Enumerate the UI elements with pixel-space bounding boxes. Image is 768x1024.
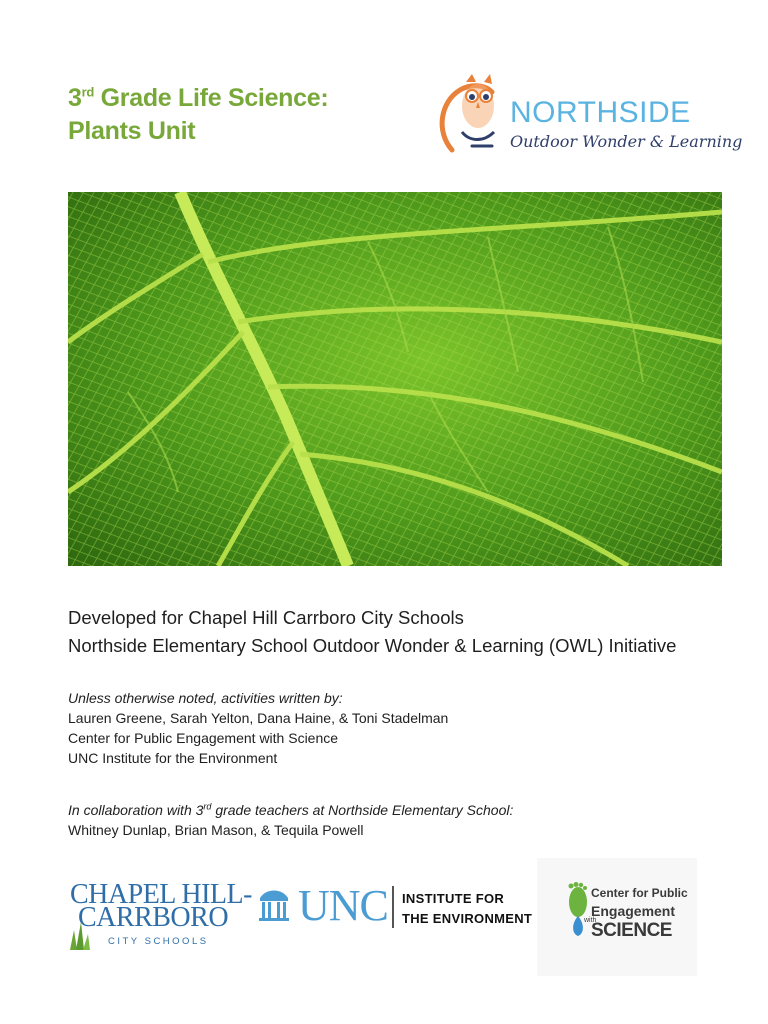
cpes-with: with (584, 917, 597, 924)
leaf-image (68, 192, 722, 566)
cpes-line3: SCIENCE (591, 920, 672, 941)
developed-line2: Northside Elementary School Outdoor Wonder & Learning (OWL) Initiative (68, 635, 677, 656)
credits-authors: Lauren Greene, Sarah Yelton, Dana Haine, & Toni Stadelman (68, 710, 449, 726)
credits-intro: Unless otherwise noted, activities written by: (68, 690, 343, 706)
developed-for-block (68, 604, 676, 660)
chcs-line1: CHAPEL HILL- (70, 879, 252, 910)
owl-icon (432, 72, 512, 156)
chcs-line2: CARRBORO (78, 902, 229, 933)
credits-org2: UNC Institute for the Environment (68, 750, 278, 766)
northside-tagline: Outdoor Wonder & Learning (510, 132, 743, 151)
cpes-line1: Center for Public (591, 886, 688, 900)
developed-line1: Developed for Chapel Hill Carrboro City Schools (68, 607, 464, 628)
unc-logo (256, 884, 292, 929)
northside-wordmark: NORTHSIDE (510, 96, 691, 129)
cpes-line2: Engagement (591, 903, 676, 919)
unc-wordmark: UNC (298, 881, 388, 930)
credits-block (68, 688, 448, 768)
collaboration-block (68, 800, 513, 840)
unc-divider (392, 886, 394, 928)
chcs-line3: CITY SCHOOLS (108, 936, 209, 947)
collaboration-teachers: Whitney Dunlap, Brian Mason, & Tequila Powell (68, 822, 364, 838)
page-title: 3rd Grade Life Science: Plants Unit (68, 84, 329, 145)
footprint-icon (565, 882, 591, 938)
old-well-icon (256, 884, 292, 924)
collaboration-intro: In collaboration with 3rd grade teachers at Northside Elementary School: (68, 801, 514, 818)
institute-environment-label: INSTITUTE FOR THE ENVIRONMENT (402, 891, 533, 926)
credits-org1: Center for Public Engagement with Science (68, 730, 339, 746)
